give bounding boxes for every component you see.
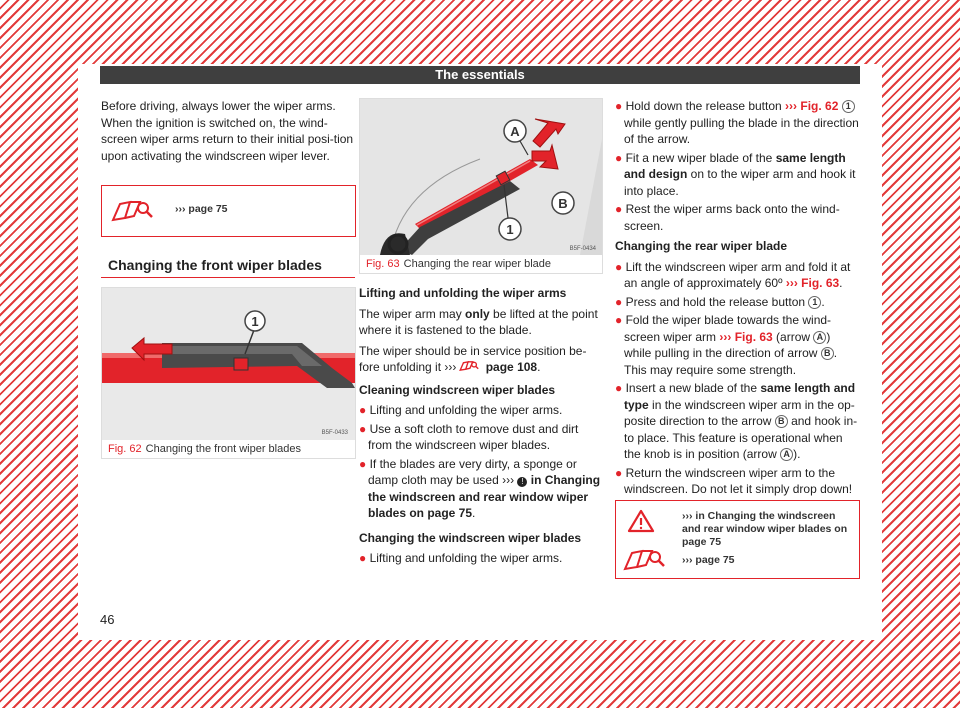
fig63-link[interactable]: ››› Fig. 63	[719, 329, 773, 344]
callout-badge: A	[780, 448, 793, 461]
column-3	[615, 98, 860, 500]
reference-box-1	[101, 185, 356, 237]
fig62-caption-row	[102, 440, 355, 458]
page-108-link[interactable]: page 108	[482, 360, 538, 374]
list-item: ● Press and hold the release button 1 .	[615, 294, 825, 309]
callout-badge: A	[813, 331, 826, 344]
heading-lifting: Lifting and unfolding the wiper arms	[359, 286, 567, 300]
list-item: ● Lifting and unfolding the wiper arms.	[359, 403, 563, 417]
list-item: ● If the blades are very dirty, a sponge or damp cloth may be used ››› ! in Changing the windscreen and rear window wiper blades on page 75.	[359, 456, 601, 520]
list-item: ● Lifting and unfolding the wiper arms.	[359, 551, 563, 565]
section-title: Changing the front wiper blades	[108, 257, 322, 273]
page-ref-link[interactable]: ››› page 75	[175, 203, 228, 215]
callout-badge: 1	[842, 100, 855, 113]
warning-ref-link[interactable]: ››› in Changing the windscreen and rear window wiper blades on page 75	[682, 510, 848, 548]
section-divider	[101, 277, 355, 278]
book-icon	[110, 198, 154, 224]
figure-62	[101, 287, 356, 459]
fig62-link[interactable]: ››› Fig. 62	[785, 99, 839, 113]
warning-circle-icon: !	[517, 477, 527, 487]
fig63-code: B5F-0434	[569, 246, 596, 252]
list-item: ● Fit a new wiper blade of the same length and design on to the wiper arm and hook it into place.	[615, 150, 856, 198]
page-ref-link[interactable]: ››› page 75	[682, 554, 735, 566]
fig62-number: Fig. 62	[108, 443, 142, 455]
paragraph-only-lift: The wiper arm may only be lifted at the point where it is fastened to the blade.	[359, 306, 598, 337]
list-item: ● Use a soft cloth to remove dust and dirt from the windscreen wiper blades.	[359, 421, 579, 452]
rear-wiper-illustration	[360, 99, 602, 255]
callout-badge: B	[775, 415, 788, 428]
page-header: The essentials	[100, 66, 860, 84]
fig63-caption: Changing the rear wiper blade	[403, 258, 552, 270]
fig63-caption-row	[360, 255, 602, 273]
heading-changing-windscreen: Changing the windscreen wiper blades	[359, 530, 582, 545]
warning-triangle-icon	[627, 509, 655, 533]
fig62-label-1: 1	[251, 314, 259, 329]
intro-paragraph: Before driving, always lower the wiper arms. When the ignition is switched on, the wind-screen wiper arms return to their initial posi-tion upon activating the windscreen wiper lever.	[101, 99, 354, 163]
fig63-label-1: 1	[506, 222, 514, 237]
paragraph-service-position: The wiper should be in service position be-fore unfolding it ››› page 108.	[359, 343, 587, 374]
column-1	[101, 98, 355, 168]
list-item: ● Insert a new blade of the same length and type in the windscreen wiper arm in the op-posite direction to the arrow B and hook in-to place. This feature is operational when the knob is in position (arrow A ).	[615, 381, 858, 461]
reference-box-2	[615, 500, 860, 579]
list-item: ● Hold down the release button ››› Fig. 62 1 while gently pulling the blade in the direction of the arrow.	[615, 99, 859, 146]
book-icon	[458, 360, 480, 372]
callout-badge: B	[821, 347, 834, 360]
heading-cleaning: Cleaning windscreen wiper blades	[359, 382, 556, 397]
page-number: 46	[100, 612, 115, 627]
figure-63	[359, 98, 603, 274]
fig63-link[interactable]: ››› Fig. 63	[785, 276, 840, 290]
fig62-code: B5F-0433	[321, 430, 348, 436]
callout-badge: 1	[808, 296, 821, 309]
fig63-number: Fig. 63	[366, 258, 400, 270]
column-2	[359, 285, 603, 569]
list-item: ● Return the windscreen wiper arm to the windscreen. Do not let it simply drop down!	[615, 465, 853, 496]
list-item: ● Rest the wiper arms back onto the wind-screen.	[615, 202, 840, 233]
fig63-label-a: A	[510, 124, 520, 139]
heading-rear-wiper: Changing the rear wiper blade	[615, 239, 788, 253]
list-item: ● Fold the wiper blade towards the wind-screen wiper arm ››› Fig. 63 (arrow A ) while pulling in the direction of arrow B . This may require some strength.	[615, 313, 838, 377]
list-item: ● Lift the windscreen wiper arm and fold it at an angle of approximately 60º ››› Fig. 63.	[615, 259, 851, 290]
fig63-label-b: B	[558, 196, 568, 211]
book-icon	[622, 547, 666, 573]
front-wiper-illustration	[102, 288, 355, 440]
fig62-caption: Changing the front wiper blades	[145, 443, 301, 455]
